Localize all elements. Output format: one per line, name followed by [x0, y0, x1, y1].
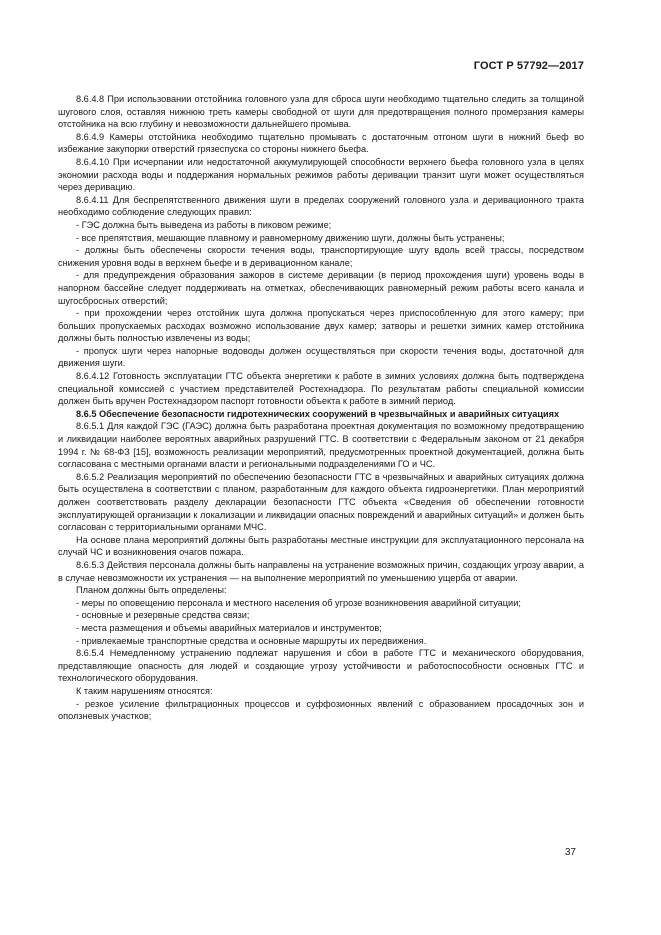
list-item: - пропуск шуги через напорные водоводы должен осуществляться при скорости течения воды, достаточной для движения шуги.	[58, 345, 584, 369]
paragraph: 8.6.4.12 Готовность эксплуатации ГТС объекта энергетики к работе в зимних условиях должна быть подтверждена специальной комиссией с участием представителей Ростехнадзора. По результатам работы специальной комиссии должен быть вручен Ростехнадзором паспорт готовности объекта к работе в зимний период.	[58, 371, 584, 407]
paragraph: 8.6.5.2 Реализация мероприятий по обеспечению безопасности ГТС в чрезвычайных и аварийных ситуациях должна быть осуществлена в соответствии с планом, разработанным для каждого объекта гидроэнергетики. План мероприятий должен соответствовать разделу декларации безопасности ГТС объекта «Сведения об обеспечении готовности эксплуатирующей организации к локализации и ликвидации опасных повреждений и аварийных ситуаций» и должен быть согласован с территориальными органами МЧС.	[58, 471, 584, 533]
paragraph: 8.6.5.4 Немедленному устранению подлежат нарушения и сбои в работе ГТС и механического оборудования, представляющие опасность для людей и создающие угрозу устойчивости и работоспособности основных ГТС и технологического оборудования.	[58, 648, 584, 684]
list-item: - резкое усиление фильтрационных процессов и суффозионных явлений с образованием просадочных зон и оползневых участков;	[58, 698, 584, 722]
list-item: - привлекаемые транспортные средства и основные маршруты их передвижения.	[76, 635, 427, 646]
list-item: - основные и резервные средства связи;	[76, 610, 250, 621]
document-id: ГОСТ Р 57792—2017	[473, 60, 584, 72]
paragraph: К таким нарушениям относятся:	[76, 685, 213, 696]
paragraph: На основе плана мероприятий должны быть разработаны местные инструкции для эксплуатационного персонала на случай ЧС и возникновения очагов пожара.	[58, 534, 584, 558]
list-item: - меры по оповещению персонала и местного населения об угрозе возникновения аварийной ситуации;	[76, 597, 521, 608]
paragraph: Планом должны быть определены:	[76, 585, 227, 596]
list-item: - при прохождении через отстойник шуга должна пропускаться через приспособленную для этого камеру; при больших пропускаемых расходах возможно использование двух камер; затворы и решетки зимних камер отстойника должны быть полностью извлечены из воды;	[58, 308, 584, 344]
page-number: 37	[564, 847, 576, 858]
list-item: - ГЭС должна быть выведена из работы в пиковом режиме;	[76, 219, 332, 230]
document-body	[58, 93, 584, 723]
list-item: - все препятствия, мешающие плавному и равномерному движению шуги, должны быть устранены;	[76, 232, 505, 243]
paragraph: 8.6.5.3 Действия персонала должны быть направлены на устранение возможных причин, создающих угрозу аварии, а в случае невозможности их устранения — на выполнение мероприятий по уменьшению ущерба от аварии.	[58, 559, 584, 583]
paragraph: 8.6.4.8 При использовании отстойника головного узла для сброса шуги необходимо тщательно следить за толщиной шугового слоя, оставляя нижнюю треть камеры свободной от шуги для предотвращения полного промерзания камеры отстойника на всю глубину и невозможности дальнейшего промыва.	[58, 94, 584, 130]
paragraph: 8.6.5.1 Для каждой ГЭС (ГАЭС) должна быть разработана проектная документация по возможному предотвращению и ликвидации наиболее вероятных аварийных разрушений ГТС. В соответствии с Федеральным законом от 21 декабря 1994 г. № 68-ФЗ [15], возможность реализации мероприятий, предусмотренных проектной документацией, должна быть согласована с местными органами власти и региональными подразделениями ГО и ЧС.	[58, 421, 584, 470]
list-item: - для предупреждения образования зажоров в системе деривации (в период прохождения шуги) уровень воды в напорном бассейне следует поддерживать на отметках, обеспечивающих равномерный режим работы всего канала и шугосбросных отверстий;	[58, 270, 584, 306]
list-item: - места размещения и объемы аварийных материалов и инструментов;	[76, 622, 382, 633]
paragraph: 8.6.4.11 Для беспрепятственного движения шуги в пределах сооружений головного узла и деривационного тракта необходимо соблюдение следующих правил:	[58, 194, 584, 218]
section-heading: 8.6.5 Обеспечение безопасности гидротехнических сооружений в чрезвычайных и аварийных ситуациях	[76, 408, 560, 419]
paragraph: 8.6.4.10 При исчерпании или недостаточной аккумулирующей способности верхнего бьефа головного узла в целях экономии расхода воды и поддержания нормальных режимов работы деривации транзит шуги может осуществляться через деривацию.	[58, 156, 584, 193]
paragraph: 8.6.4.9 Камеры отстойника необходимо тщательно промывать с достаточным отгоном шуги в нижний бьеф во избежание закупорки отверстий грязеспуска со стороны нижнего бьефа.	[58, 131, 584, 155]
list-item: - должны быть обеспечены скорости течения воды, транспортирующие шугу вдоль всей трассы, посредством снижения уровня воды в верхнем бьефе и в деривационном канале;	[58, 245, 584, 268]
